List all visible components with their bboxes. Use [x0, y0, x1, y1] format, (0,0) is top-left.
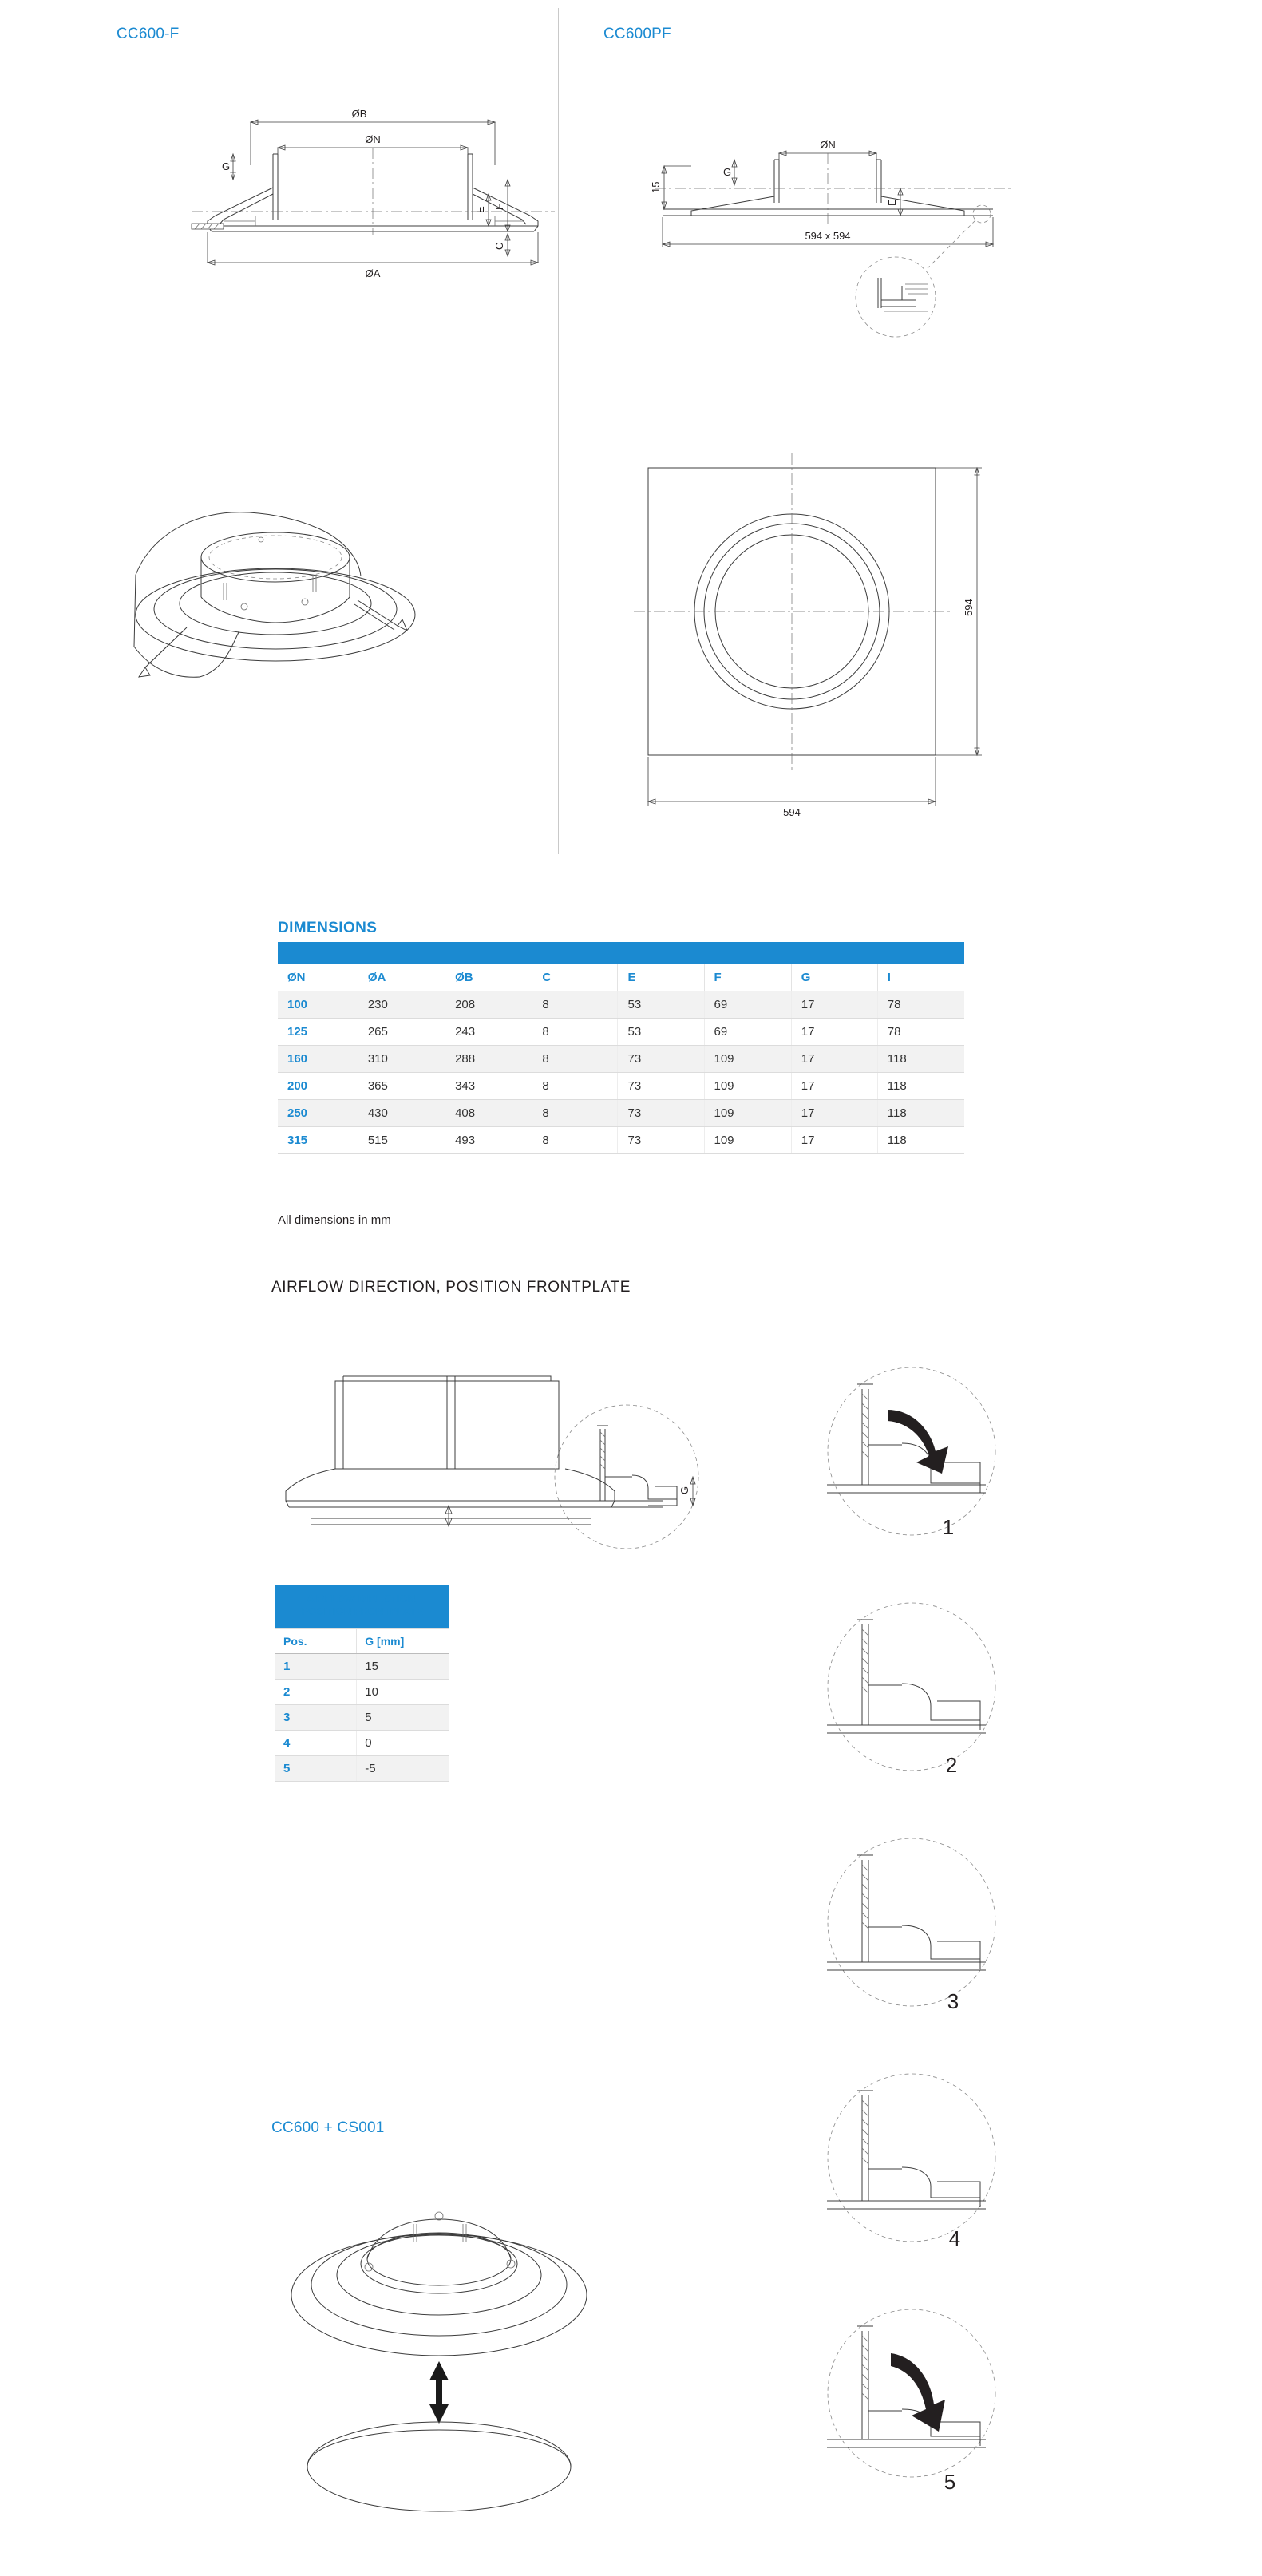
table-row	[275, 1653, 449, 1679]
dimensions-cell: 288	[445, 1046, 532, 1073]
dimensions-table-header-row	[278, 964, 964, 991]
svg-text:E: E	[474, 206, 486, 213]
dimensions-title: DIMENSIONS	[278, 920, 378, 936]
airflow-cell: 2	[275, 1679, 357, 1704]
svg-text:E: E	[886, 199, 898, 206]
dimensions-cell: 73	[618, 1046, 704, 1073]
dimensions-cell: 160	[278, 1046, 358, 1073]
cc600pf-section-drawing	[615, 120, 1094, 391]
table-row	[278, 1019, 964, 1046]
dimensions-cell: 430	[358, 1100, 445, 1127]
airflow-col-header: Pos.	[275, 1628, 357, 1653]
dimensions-cell: 343	[445, 1073, 532, 1100]
airflow-detail-1	[814, 1357, 1014, 1557]
table-row	[278, 991, 964, 1019]
dimensions-table-wrap	[278, 942, 964, 1154]
dimensions-cell: 17	[791, 1019, 877, 1046]
dimensions-cell: 109	[704, 1046, 791, 1073]
table-row	[275, 1704, 449, 1730]
dimensions-cell: 118	[877, 1046, 964, 1073]
dimensions-cell: 73	[618, 1100, 704, 1127]
table-row	[275, 1730, 449, 1755]
svg-text:C: C	[493, 242, 505, 250]
dimensions-cell: 8	[532, 1046, 618, 1073]
dimensions-cell: 250	[278, 1100, 358, 1127]
dimensions-cell: 8	[532, 1100, 618, 1127]
airflow-table-caption-row	[275, 1585, 449, 1628]
dimensions-cell: 78	[877, 1019, 964, 1046]
table-row	[278, 1127, 964, 1154]
dimensions-col-header: C	[532, 964, 618, 991]
airflow-detail-3	[814, 1828, 1014, 2028]
airflow-detail-5	[814, 2299, 1014, 2507]
vertical-divider	[558, 8, 559, 854]
airflow-section-title: AIRFLOW DIRECTION, POSITION FRONTPLATE	[271, 1279, 631, 1296]
dimensions-cell: 265	[358, 1019, 445, 1046]
dimensions-cell: 109	[704, 1100, 791, 1127]
dimensions-cell: 493	[445, 1127, 532, 1154]
cc600-cs001-drawing	[271, 2147, 607, 2523]
airflow-table-caption: AIRFLOW DIRECTION, POSITION FRONTPLATE	[275, 1585, 449, 1628]
cc600f-perspective-drawing	[104, 479, 503, 687]
svg-text:ØN: ØN	[365, 133, 381, 145]
dimensions-cell: 243	[445, 1019, 532, 1046]
airflow-cell: 5	[357, 1704, 449, 1730]
dimensions-cell: 310	[358, 1046, 445, 1073]
dimensions-col-header: ØN	[278, 964, 358, 991]
svg-text:4: 4	[948, 2226, 961, 2250]
dimensions-col-header: G	[791, 964, 877, 991]
dimensions-cell: 17	[791, 1046, 877, 1073]
left-drawing-title: CC600-F	[117, 26, 180, 42]
table-row	[275, 1679, 449, 1704]
airflow-col-header: G [mm]	[357, 1628, 449, 1653]
dimensions-cell: 8	[532, 1073, 618, 1100]
dimensions-cell: 118	[877, 1073, 964, 1100]
svg-text:1: 1	[942, 1515, 955, 1539]
svg-text:2: 2	[945, 1753, 958, 1777]
table-row	[278, 1046, 964, 1073]
airflow-cell: 4	[275, 1730, 357, 1755]
dimensions-col-header: E	[618, 964, 704, 991]
dimensions-cell: 125	[278, 1019, 358, 1046]
dimensions-cell: 8	[532, 1127, 618, 1154]
dimensions-cell: 109	[704, 1073, 791, 1100]
dimensions-cell: 200	[278, 1073, 358, 1100]
svg-text:ØB: ØB	[351, 108, 367, 120]
airflow-cell: 1	[275, 1653, 357, 1679]
dimensions-cell: 515	[358, 1127, 445, 1154]
airflow-detail-4	[814, 2064, 1014, 2263]
airflow-table-wrap	[275, 1585, 449, 1782]
svg-text:5: 5	[944, 2470, 956, 2494]
airflow-cell: 15	[357, 1653, 449, 1679]
svg-text:3: 3	[947, 1989, 959, 2013]
airflow-cell: 10	[357, 1679, 449, 1704]
dimensions-cell: 230	[358, 991, 445, 1019]
dimensions-note: All dimensions in mm	[278, 1213, 391, 1227]
dimensions-cell: 53	[618, 991, 704, 1019]
dimensions-cell: 365	[358, 1073, 445, 1100]
dimensions-cell: 73	[618, 1073, 704, 1100]
airflow-cell: 5	[275, 1755, 357, 1781]
dimensions-cell: 73	[618, 1127, 704, 1154]
dimensions-col-header: ØB	[445, 964, 532, 991]
dimensions-cell: 78	[877, 991, 964, 1019]
dimensions-cell: 17	[791, 991, 877, 1019]
dimensions-col-header: F	[704, 964, 791, 991]
dimensions-cell: 315	[278, 1127, 358, 1154]
dimensions-cell: 118	[877, 1127, 964, 1154]
airflow-cell: -5	[357, 1755, 449, 1781]
airflow-position-table	[275, 1585, 449, 1782]
table-row	[275, 1755, 449, 1781]
dimensions-col-header: I	[877, 964, 964, 991]
dimensions-cell: 17	[791, 1100, 877, 1127]
svg-text:G: G	[222, 160, 231, 172]
dimensions-cell: 118	[877, 1100, 964, 1127]
dimensions-table	[278, 942, 964, 1154]
svg-text:594: 594	[963, 599, 975, 616]
cc600pf-face-drawing	[639, 463, 1054, 846]
svg-text:594: 594	[783, 806, 801, 818]
airflow-cell: 0	[357, 1730, 449, 1755]
dimensions-cell: 208	[445, 991, 532, 1019]
svg-text:G: G	[723, 166, 732, 178]
dimensions-col-header: ØA	[358, 964, 445, 991]
dimensions-cell: 17	[791, 1127, 877, 1154]
dimensions-cell: 69	[704, 1019, 791, 1046]
svg-text:F: F	[493, 204, 505, 210]
dimensions-table-accent-bar	[278, 942, 964, 964]
svg-text:G: G	[678, 1486, 690, 1494]
svg-text:15: 15	[650, 181, 662, 193]
dimensions-cell: 109	[704, 1127, 791, 1154]
svg-text:ØA: ØA	[365, 267, 381, 279]
cc600f-section-drawing	[96, 92, 511, 299]
accessory-title: CC600 + CS001	[271, 2119, 385, 2136]
airflow-table-header-row	[275, 1628, 449, 1653]
airflow-cell: 3	[275, 1704, 357, 1730]
dimensions-cell: 8	[532, 991, 618, 1019]
dimensions-cell: 53	[618, 1019, 704, 1046]
dimensions-cell: 69	[704, 991, 791, 1019]
table-row	[278, 1073, 964, 1100]
dimensions-cell: 408	[445, 1100, 532, 1127]
dimensions-cell: 17	[791, 1073, 877, 1100]
airflow-section-drawing	[239, 1349, 782, 1573]
dimensions-cell: 8	[532, 1019, 618, 1046]
svg-text:ØN: ØN	[820, 139, 836, 151]
right-drawing-title: CC600PF	[603, 26, 671, 42]
svg-text:594 x 594: 594 x 594	[805, 230, 851, 242]
table-row	[278, 1100, 964, 1127]
airflow-detail-2	[814, 1593, 1014, 1792]
dimensions-cell: 100	[278, 991, 358, 1019]
